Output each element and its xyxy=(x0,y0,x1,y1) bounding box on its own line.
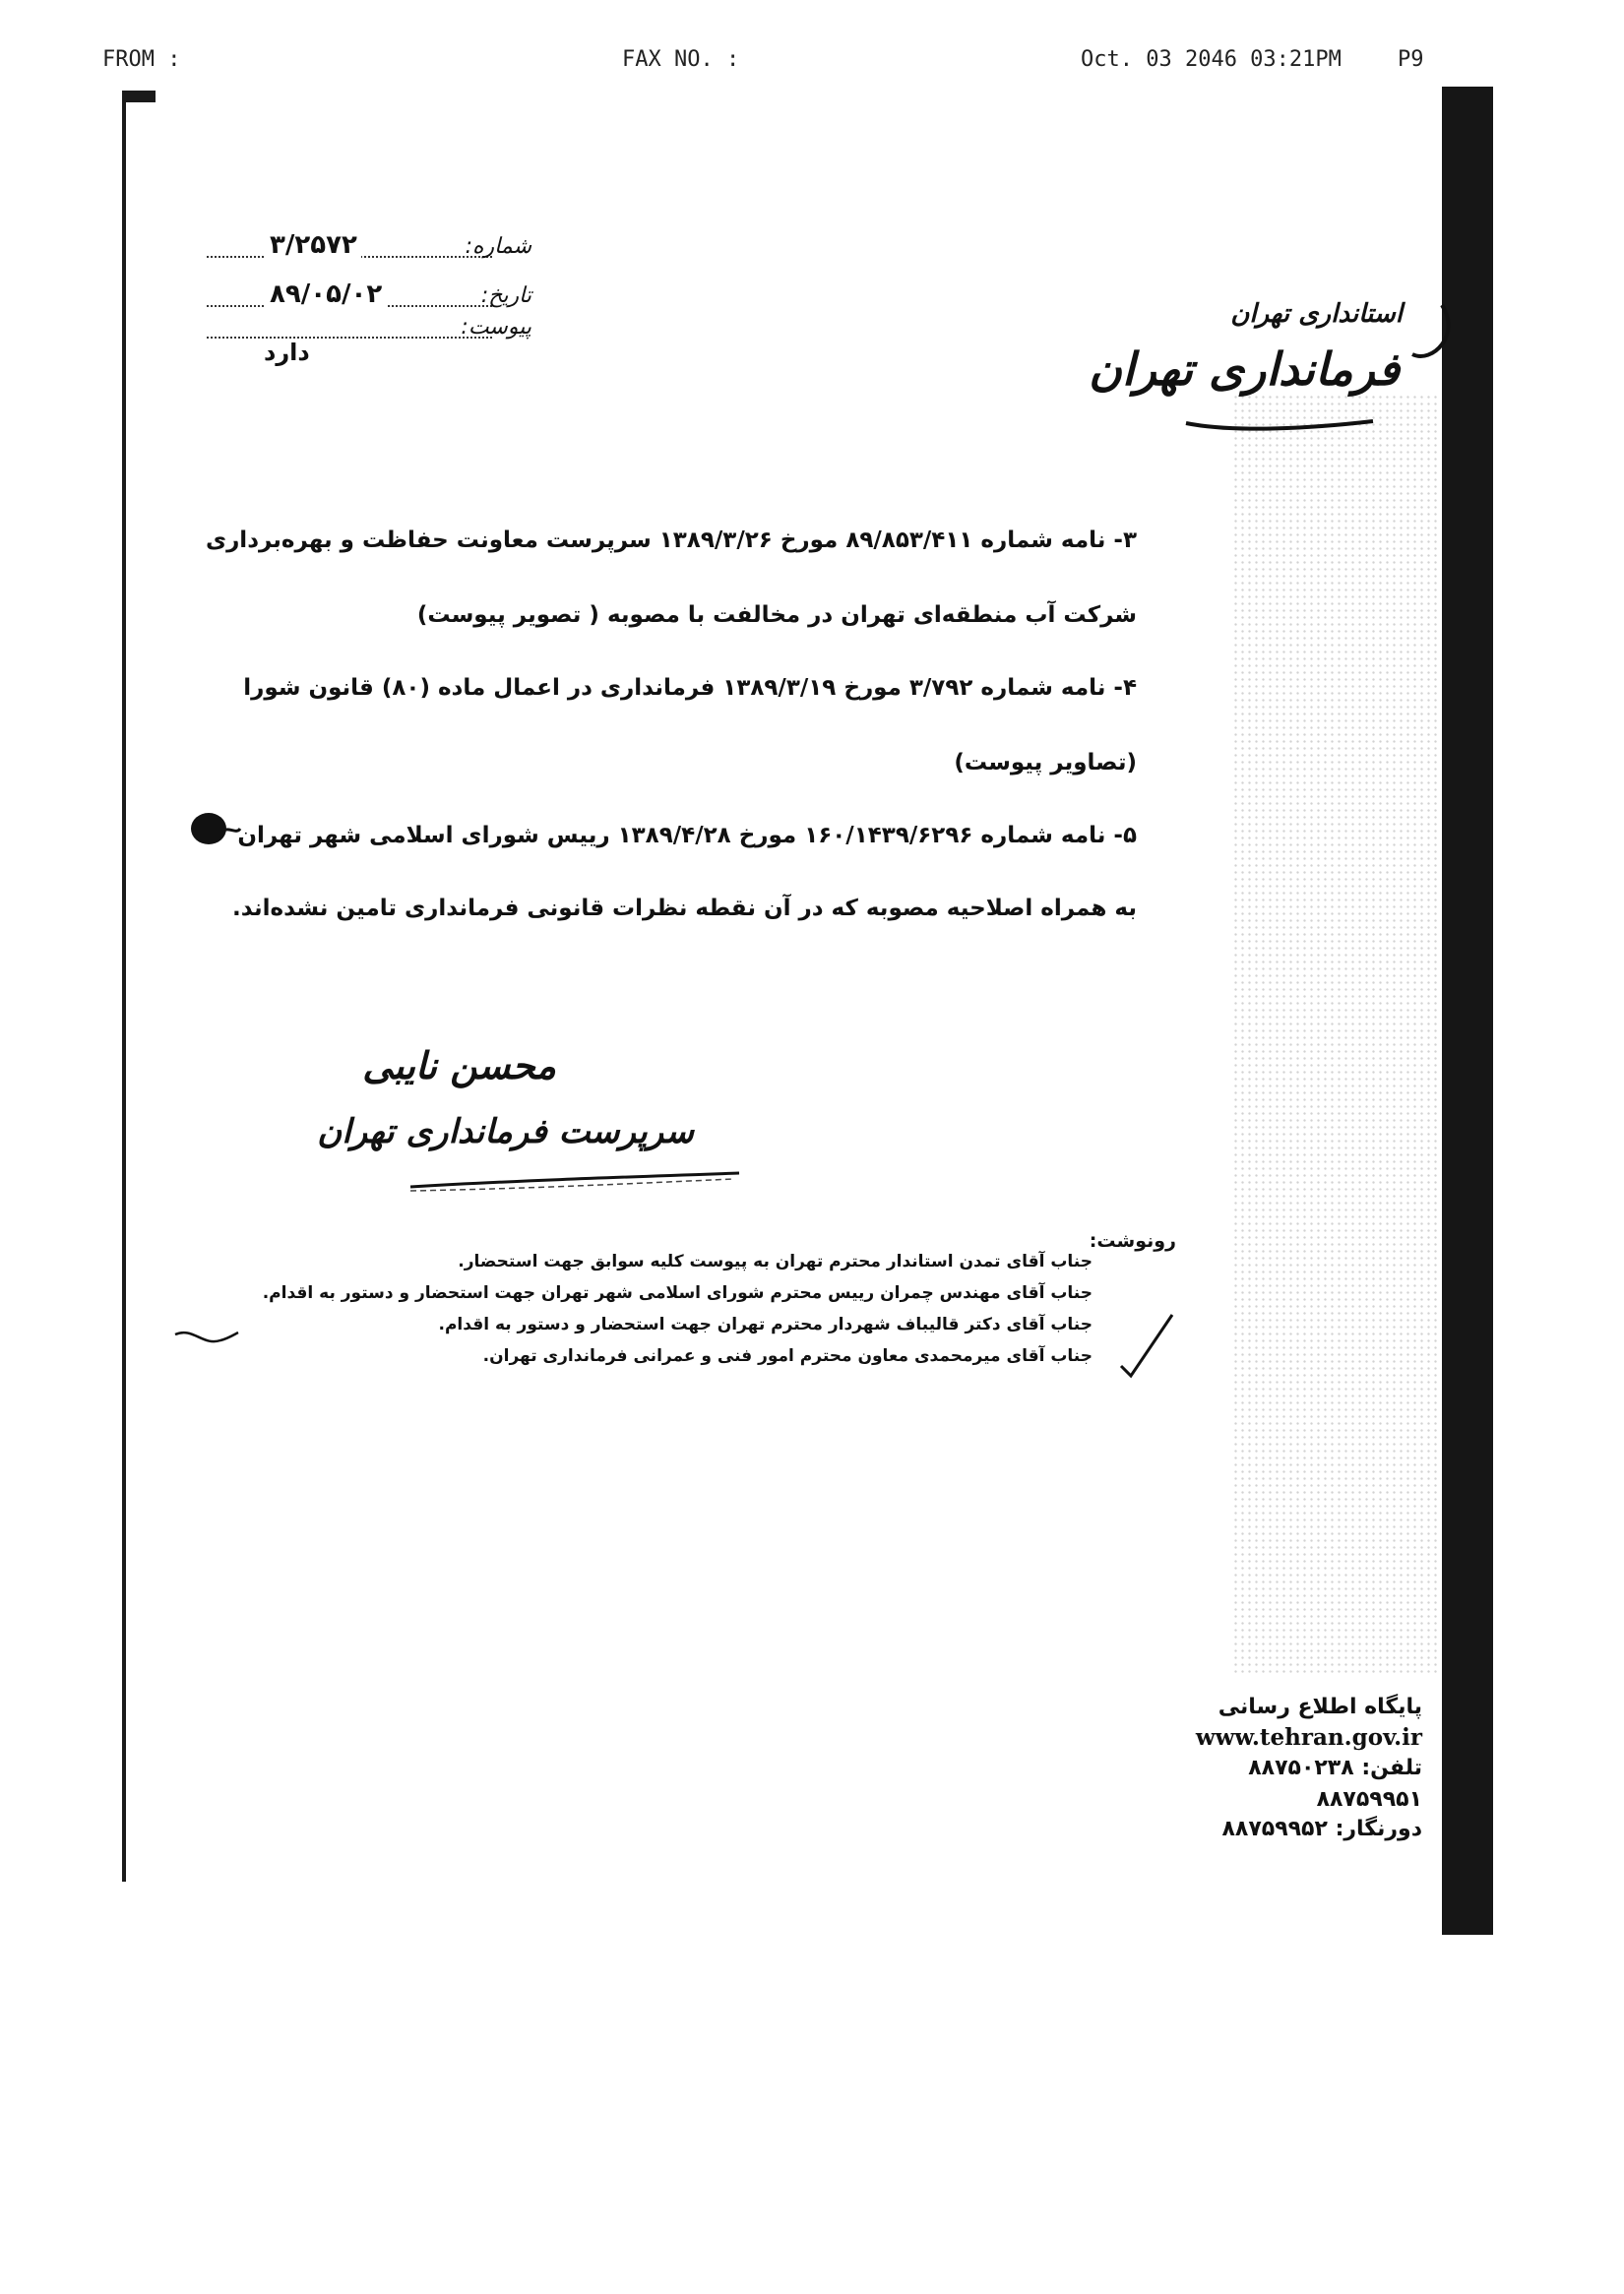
hole-punch-mark-icon xyxy=(173,1327,242,1366)
letter-attachment-label: پیوست: xyxy=(461,315,531,340)
cc-line-1: جناب آقای تمدن استاندار محترم تهران به پیوست کلیه سوابق جهت استحضار. xyxy=(458,1252,1093,1271)
item-4-line-1: ۴- نامه شماره ۳/۷۹۲ مورخ ۱۳۸۹/۳/۱۹ فرمانداری در اعمال ماده (۸۰) قانون شورا xyxy=(243,675,1137,701)
fax-page-number: P9 xyxy=(1398,47,1424,72)
letter-attachment-value: دارد xyxy=(264,339,310,366)
letter-date-row xyxy=(207,279,531,313)
scan-noise-area xyxy=(1232,394,1439,1673)
phone-label: تلفن: xyxy=(1361,1756,1422,1780)
item-5-line-2: به همراه اصلاحیه مصوبه که در آن نقطه نظرات قانونی فرمانداری تامین نشده‌اند. xyxy=(231,896,1137,921)
left-margin-rule xyxy=(122,91,126,1882)
signature-title: سرپرست فرمانداری تهران xyxy=(317,1112,694,1151)
fax-number-label: FAX NO. : xyxy=(622,47,740,72)
phone-number-2: ۸۸۷۵۹۹۵۱ xyxy=(1316,1787,1422,1812)
check-mark-icon xyxy=(1117,1311,1176,1380)
website-link[interactable]: www.tehran.gov.ir xyxy=(1195,1724,1422,1751)
fax-row xyxy=(1221,1817,1422,1841)
letterhead-governorate: فرمانداری تهران xyxy=(1089,342,1400,396)
letter-attachment-row xyxy=(207,315,531,344)
fax-from-label: FROM : xyxy=(102,47,181,72)
signature-underline-icon xyxy=(408,1169,743,1195)
left-margin-tick xyxy=(122,91,156,102)
fax-datetime: Oct. 03 2046 03:21PM xyxy=(1081,47,1342,72)
cc-line-3: جناب آقای دکتر قالیباف شهردار محترم تهران جهت استحضار و دستور به اقدام. xyxy=(438,1315,1093,1334)
item-4-line-2: (تصاویر پیوست) xyxy=(954,750,1137,775)
letter-date-value: ۸۹/۰۵/۰۲ xyxy=(266,279,386,309)
letterhead-province: استانداری تهران xyxy=(1230,299,1403,329)
dotted-line xyxy=(207,337,492,339)
cc-line-2: جناب آقای مهندس چمران رییس محترم شورای اسلامی شهر تهران جهت استحضار و دستور به اقدام. xyxy=(262,1283,1093,1303)
portal-label: پایگاه اطلاع رسانی xyxy=(1218,1695,1422,1719)
phone-number-1: ۸۸۷۵۰۲۳۸ xyxy=(1248,1756,1354,1780)
letter-number-label: شماره: xyxy=(465,234,531,259)
letter-number-value: ۳/۲۵۷۲ xyxy=(266,230,361,260)
hole-punch-mark-icon xyxy=(183,805,242,854)
item-3-line-1: ۳- نامه شماره ۸۹/۸۵۳/۴۱۱ مورخ ۱۳۸۹/۳/۲۶ سرپرست معاونت حفاظت و بهره‌برداری xyxy=(205,527,1137,553)
cc-label: رونوشت: xyxy=(1089,1230,1176,1252)
phone-row xyxy=(1248,1756,1422,1780)
letter-number-row xyxy=(207,230,531,264)
item-5-line-1: ۵- نامه شماره ۱۶۰/۱۴۳۹/۶۲۹۶ مورخ ۱۳۸۹/۴/۲۸ رییس شورای اسلامی شهر تهران xyxy=(237,823,1137,848)
letterhead-flourish-icon xyxy=(1176,295,1462,443)
fax-label: دورنگار: xyxy=(1335,1817,1422,1841)
fax-number: ۸۸۷۵۹۹۵۲ xyxy=(1221,1817,1328,1841)
letter-date-label: تاریخ: xyxy=(480,283,531,308)
cc-line-4: جناب آقای میرمحمدی معاون محترم امور فنی و عمرانی فرمانداری تهران. xyxy=(482,1346,1093,1366)
item-3-line-2: شرکت آب منطقه‌ای تهران در مخالفت با مصوبه ( تصویر پیوست) xyxy=(416,602,1137,628)
signature-name: محسن نایبی xyxy=(362,1043,556,1087)
